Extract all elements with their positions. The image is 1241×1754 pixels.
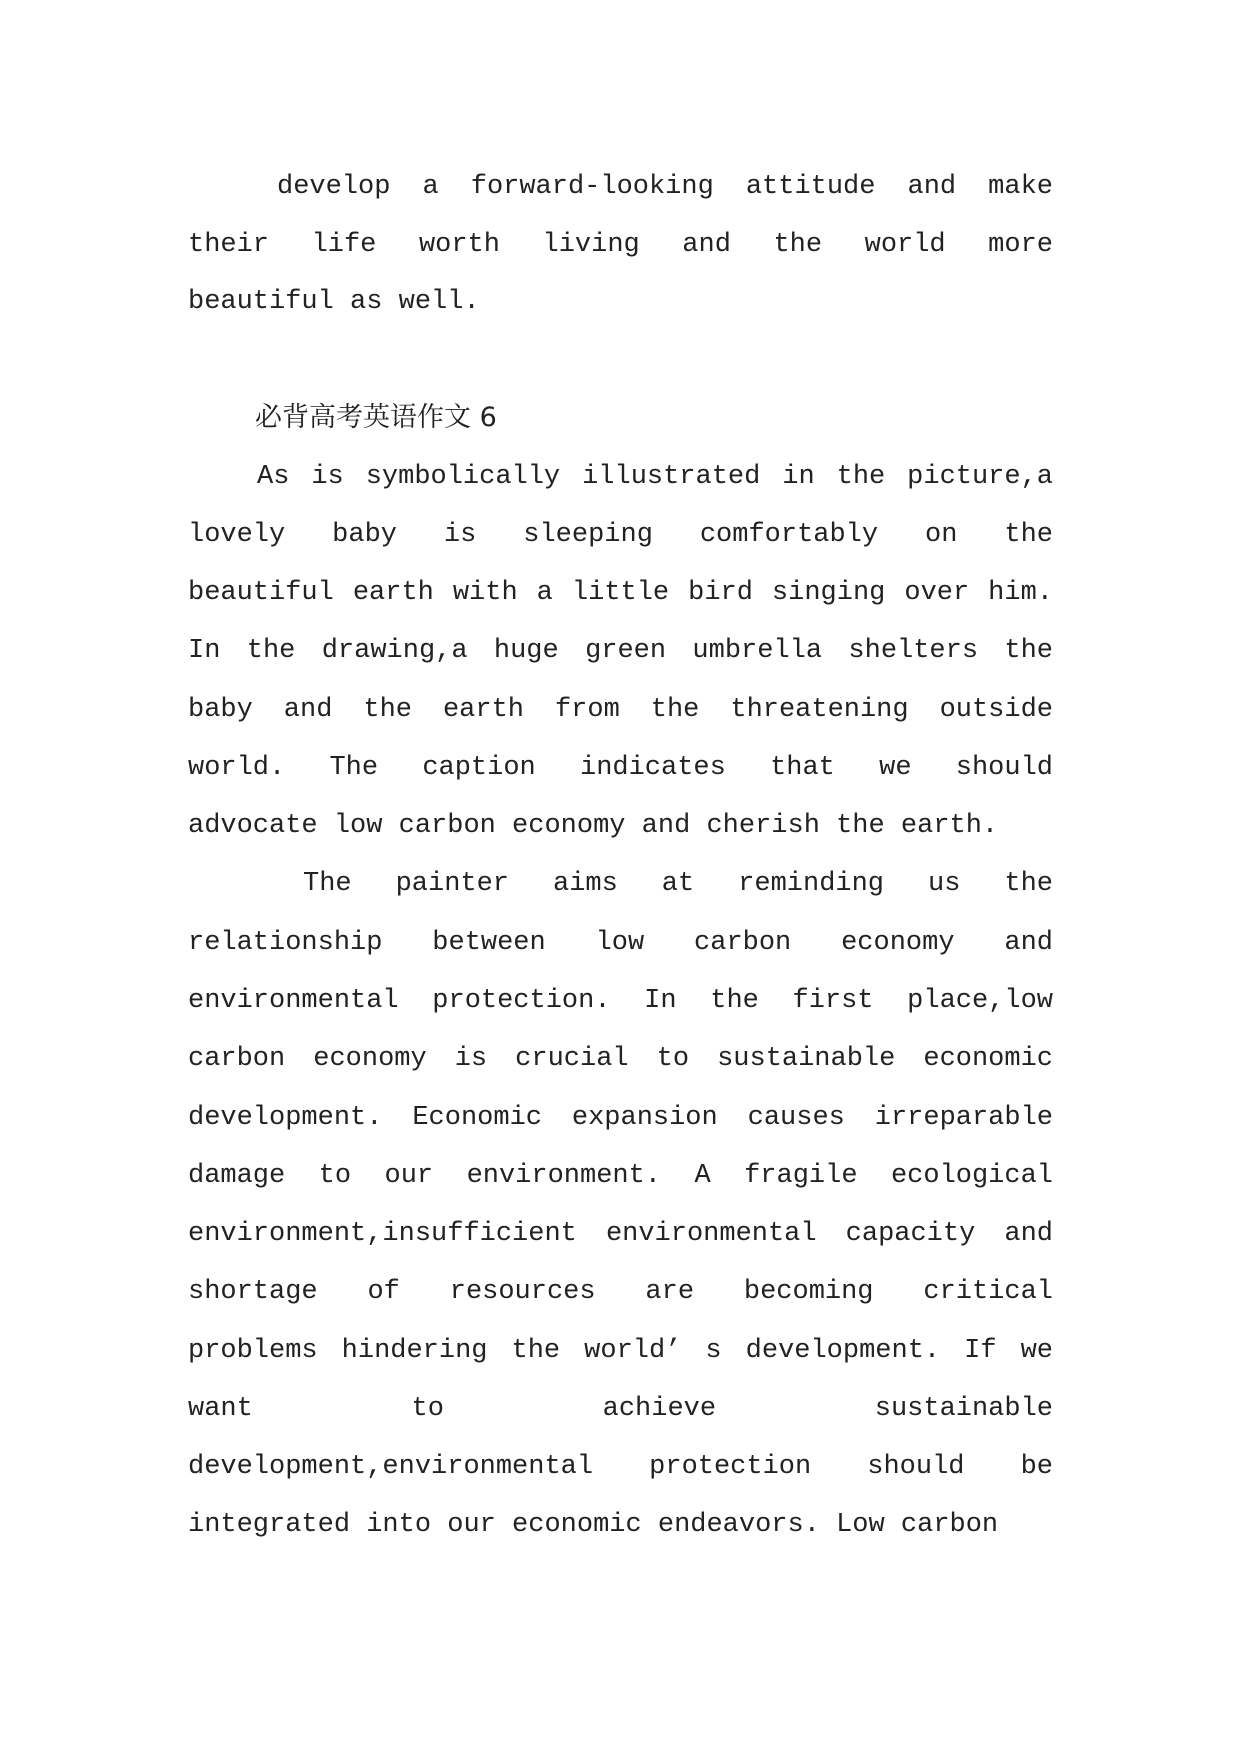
text-line: environment,insufficient environmental capacity and	[188, 1219, 1053, 1249]
section-heading: 必背高考英语作文 6	[255, 402, 497, 433]
text-line: The painter aims at reminding us the	[303, 869, 1053, 899]
text-line: integrated into our economic endeavors. Low carbon	[188, 1510, 999, 1540]
text-line: problems hindering the world’ s development. If we	[188, 1336, 1053, 1366]
text-line: baby and the earth from the threatening outside	[188, 695, 1053, 725]
text-line: As is symbolically illustrated in the picture,a	[257, 462, 1053, 492]
text-line: damage to our environment. A fragile ecological	[188, 1161, 1053, 1191]
text-line: relationship between low carbon economy and	[188, 928, 1053, 958]
text-line: want to achieve sustainable	[188, 1394, 1053, 1424]
text-line: development. Economic expansion causes irreparable	[188, 1103, 1053, 1133]
text-line: beautiful earth with a little bird singing over him.	[188, 578, 1053, 608]
text-line: In the drawing,a huge green umbrella shelters the	[188, 636, 1053, 666]
text-line: carbon economy is crucial to sustainable economic	[188, 1044, 1053, 1074]
text-line: their life worth living and the world more	[188, 230, 1053, 260]
text-line: lovely baby is sleeping comfortably on the	[188, 520, 1053, 550]
text-line: develop a forward-looking attitude and make	[277, 172, 1053, 202]
text-line: world. The caption indicates that we should	[188, 753, 1053, 783]
text-line: beautiful as well.	[188, 287, 480, 317]
text-line: shortage of resources are becoming critical	[188, 1277, 1053, 1307]
text-line: development,environmental protection should be	[188, 1452, 1053, 1482]
text-line: environmental protection. In the first place,low	[188, 986, 1053, 1016]
text-line: advocate low carbon economy and cherish the earth.	[188, 811, 999, 841]
